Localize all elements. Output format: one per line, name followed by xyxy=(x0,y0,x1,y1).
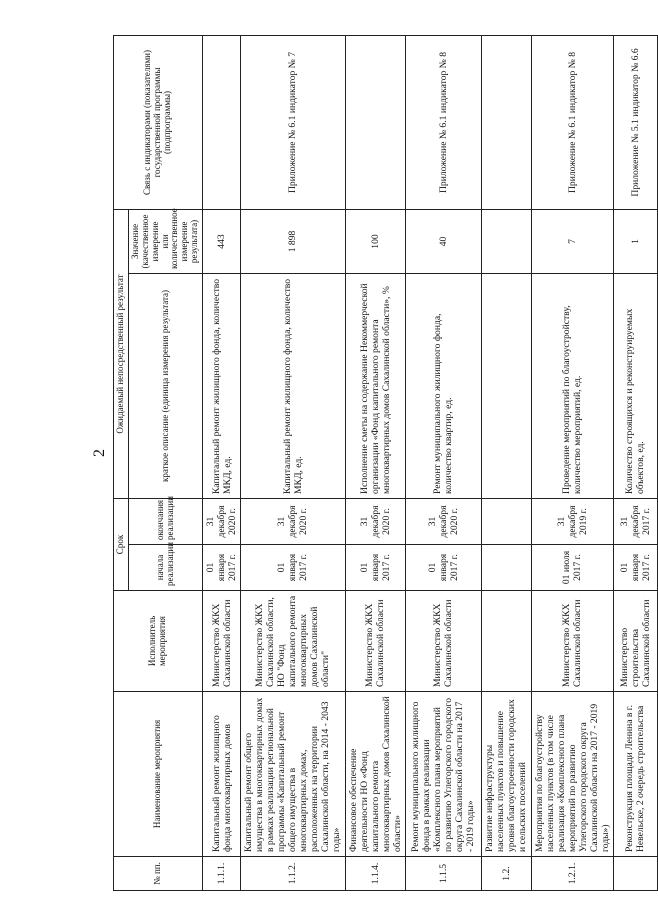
row-start xyxy=(481,545,531,591)
table-row xyxy=(531,35,613,890)
row-num: 1.1.2. xyxy=(241,857,345,891)
row-desc: Капитальный ремонт жилищного фонда, количество МКД, ед. xyxy=(241,273,345,498)
header-result-value: Значение (качественное измерение или количественное измерение результата) xyxy=(128,209,202,273)
table-row xyxy=(481,35,531,890)
row-desc xyxy=(481,273,531,498)
row-num: 1.1.4. xyxy=(345,857,405,891)
table-row xyxy=(203,35,241,890)
row-executor: Министерство ЖКХ Сахалинской области xyxy=(203,591,241,692)
row-end: 31 декабря 2020 г. xyxy=(241,498,345,544)
table-row xyxy=(613,35,657,890)
header-term-end: окончания реализации xyxy=(128,498,202,544)
row-desc: Ремонт муниципального жилищного фонда, количество квартир, ед. xyxy=(405,273,481,498)
row-end: 31 декабря 2020 г. xyxy=(345,498,405,544)
row-desc: Капитальный ремонт жилищного фонда, количество МКД, ед. xyxy=(203,273,241,498)
table-row xyxy=(241,35,345,890)
table-row xyxy=(405,35,481,890)
row-name: Финансовое обеспечение деятельности НО «Фонд капитального ремонта многоквартирных домов Сахалинской области» xyxy=(345,692,405,857)
header-executor: Исполнитель мероприятия xyxy=(114,591,203,692)
row-end: 31 декабря 2020 г. xyxy=(203,498,241,544)
table-row xyxy=(345,35,405,890)
row-value: 100 xyxy=(345,209,405,273)
row-end: 31 декабря 2017 г. xyxy=(613,498,657,544)
page-number: 2 xyxy=(91,449,108,457)
row-executor: Министерство ЖКХ Сахалинской области, НО "Фонд капитального ремонта многоквартирных домов Сахалинской области" xyxy=(241,591,345,692)
row-num: 1.2. xyxy=(481,857,531,891)
row-link xyxy=(345,35,405,209)
row-link: Приложение № 6.1 индикатор № 7 xyxy=(241,35,345,209)
row-link xyxy=(203,35,241,209)
header-result-desc: краткое описание (единица измерения результата) xyxy=(128,273,202,498)
row-start: 01 января 2017 г. xyxy=(613,545,657,591)
row-end xyxy=(481,498,531,544)
row-end: 31 декабря 2020 г. xyxy=(405,498,481,544)
program-activities-table xyxy=(113,35,658,891)
row-num: 1.1.1. xyxy=(203,857,241,891)
row-name: Капитальный ремонт жилищного фонда многоквартирных домов xyxy=(203,692,241,857)
row-num: 1.2.1. xyxy=(531,857,613,891)
row-end: 31 декабря 2019 г. xyxy=(531,498,613,544)
row-start: 01 января 2017 г. xyxy=(345,545,405,591)
row-link: Приложение № 5.1 индикатор № 6.6 xyxy=(613,35,657,209)
row-link xyxy=(481,35,531,209)
row-value: 7 xyxy=(531,209,613,273)
row-num xyxy=(613,857,657,891)
row-executor xyxy=(481,591,531,692)
row-desc: Проведение мероприятий по благоустройству, количество мероприятий, ед. xyxy=(531,273,613,498)
row-start: 01 января 2017 г. xyxy=(405,545,481,591)
row-name: Капитальный ремонт общего имущества в многоквартирных домах в рамках реализации региональной программы «Капитальный ремонт общего имущества в многоквартирных домах, расположенных на территории Сахалинской области, на 2014 - 2043 годы» xyxy=(241,692,345,857)
row-value: 1 xyxy=(613,209,657,273)
row-value: 40 xyxy=(405,209,481,273)
header-name: Наименование мероприятия xyxy=(114,692,203,857)
header-term-start: начала реализации xyxy=(128,545,202,591)
header-num: № пп. xyxy=(114,857,203,891)
header-result: Ожидаемый непосредственный результат xyxy=(114,209,129,498)
row-start: 01 июля 2017 г. xyxy=(531,545,613,591)
row-desc: Исполнение сметы на содержание Некоммерческой организации «Фонд капитального ремонта многоквартирных домов Сахалинской области», % xyxy=(345,273,405,498)
row-value: 443 xyxy=(203,209,241,273)
row-num: 1.1.5 xyxy=(405,857,481,891)
program-table-wrapper xyxy=(113,36,652,891)
row-name: Мероприятия по благоустройству населенных пунктов (в том числе реализация «Комплексного плана мероприятий по развитию Углегорского городского округа Сахалинской области на 2017 - 2019 годы») xyxy=(531,692,613,857)
row-link: Приложение № 6.1 индикатор № 8 xyxy=(405,35,481,209)
row-executor: Министерство строительства Сахалинской области xyxy=(613,591,657,692)
row-name: Ремонт муниципального жилищного фонда в рамках реализации «Комплексного плана мероприятий по развитию Углегорского городского округа Сахалинской области на 2017 - 2019 годы» xyxy=(405,692,481,857)
row-value xyxy=(481,209,531,273)
row-executor: Министерство ЖКХ Сахалинской области xyxy=(345,591,405,692)
row-value: 1 898 xyxy=(241,209,345,273)
row-link: Приложение № 6.1 индикатор № 8 xyxy=(531,35,613,209)
row-start: 01 января 2017 г. xyxy=(241,545,345,591)
header-link: Связь с индикаторами (показателями) государственной программы (подпрограммы) xyxy=(114,35,203,209)
row-executor: Министерство ЖКХ Сахалинской области xyxy=(405,591,481,692)
header-term: Срок xyxy=(114,498,129,590)
row-start: 01 января 2017 г. xyxy=(203,545,241,591)
row-name: Развитие инфраструктуры населенных пунктов и повышение уровня благоустроенности городских и сельских поселений xyxy=(481,692,531,857)
row-executor: Министерство ЖКХ Сахалинской области xyxy=(531,591,613,692)
row-name: Реконструкция площади Ленина в г. Невельске, 2 очередь строительства xyxy=(613,692,657,857)
row-desc: Количество строящихся и реконструируемых объектов, ед. xyxy=(613,273,657,498)
